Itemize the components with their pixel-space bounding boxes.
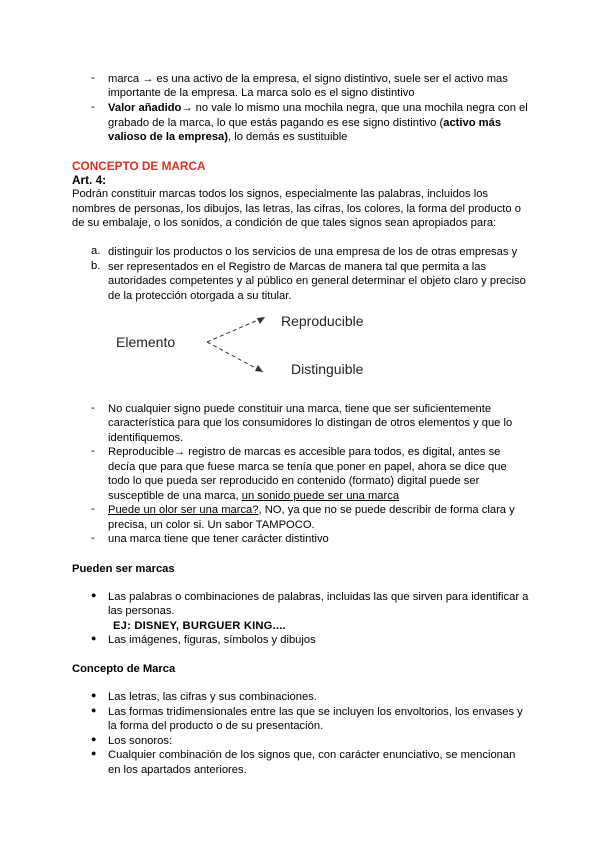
- text-line: de su embalaje, o los sonidos, a condición de que tales signos sean apropiados para:: [72, 217, 497, 229]
- text-line: Las formas tridimensionales entre las que se incluyen los envoltorios, los envases y: [108, 706, 523, 718]
- section-heading: Pueden ser marcas: [72, 563, 175, 575]
- bullet-dot: ●: [91, 705, 97, 715]
- text-line: Valor añadido→ no vale lo mismo una mochila negra, que una mochila negra con el: [108, 102, 528, 114]
- text-line: valioso de la empresa), lo demás es sustituible: [108, 131, 348, 143]
- text-line: todo lo que pueda ser reproducido en contenido (formato) digital puede ser: [108, 475, 480, 487]
- list-dash: -: [91, 72, 95, 84]
- underlined-phrase: un sonido puede ser una marca: [241, 490, 400, 502]
- arrow-up-head: [257, 317, 265, 324]
- list-dash: -: [91, 445, 95, 457]
- list-dash: -: [91, 402, 95, 414]
- text-line: nombres de personas, los dibujos, las letras, las cifras, los colores, la forma del producto o: [72, 203, 521, 215]
- section-heading: Concepto de Marca: [72, 663, 176, 675]
- text-line: precisa, un color si. Un sabor TAMPOCO.: [108, 519, 315, 531]
- arrow-down-head: [255, 365, 263, 372]
- branch-diagram: [100, 305, 400, 385]
- text-line: identifiquemos.: [108, 432, 184, 444]
- text-line: No cualquier signo puede constituir una marca, tiene que ser suficientemente: [108, 403, 492, 415]
- diagram-top-label: Reproducible: [281, 313, 364, 329]
- diagram-bottom-label: Distinguible: [291, 361, 364, 377]
- list-marker: a.: [91, 245, 101, 257]
- example-line: EJ: DISNEY, BURGUER KING....: [113, 620, 286, 632]
- bullet-dot: ●: [91, 734, 97, 744]
- text-line: distinguir los productos o los servicios de una empresa de los de otras empresas y: [108, 246, 518, 258]
- text-line: Las palabras o combinaciones de palabras, incluidas las que sirven para identificar a: [108, 591, 529, 603]
- text-line: decía que para que fuese marca se tenía que poner en papel, ahora se dice que: [108, 461, 507, 473]
- text-line: grabado de la marca, lo que estás pagando es ese signo distintivo (activo más: [108, 117, 502, 129]
- bullet-dot: ●: [91, 633, 97, 643]
- text-line: Puede un olor ser una marca?, NO, ya que no se puede describir de forma clara y: [108, 504, 515, 516]
- list-dash: -: [91, 101, 95, 113]
- bold-term: Valor añadido: [108, 102, 182, 114]
- bullet-dot: ●: [91, 748, 97, 758]
- bullet-dot: ●: [91, 590, 97, 600]
- text-line: Cualquier combinación de los signos que, con carácter enunciativo, se mencionan: [108, 749, 516, 761]
- text-line: una marca tiene que tener carácter distintivo: [108, 533, 329, 545]
- bullet-dot: ●: [91, 690, 97, 700]
- text-line: Podrán constituir marcas todos los signos, especialmente las palabras, incluidos los: [72, 188, 489, 200]
- text-line: las personas.: [108, 605, 175, 617]
- text-line: en los apartados anteriores.: [108, 764, 247, 776]
- section-heading: CONCEPTO DE MARCA: [72, 159, 206, 173]
- text-line: Los sonoros:: [108, 735, 173, 747]
- arrow-down: [207, 342, 263, 372]
- list-marker: b.: [91, 260, 101, 272]
- diagram-left-label: Elemento: [116, 334, 176, 350]
- text-line: susceptible de una marca, un sonido puede ser una marca: [108, 490, 400, 502]
- text-line: característica para que los consumidores lo distingan de otros elementos y que lo: [108, 417, 513, 429]
- text-line: de la protección otorgada a su titular.: [108, 290, 292, 302]
- text-line: ser representados en el Registro de Marcas de manera tal que permita a las: [108, 261, 487, 273]
- text-line: Las letras, las cifras y sus combinaciones.: [108, 691, 317, 703]
- text-line: marca → es una activo de la empresa, el signo distintivo, suele ser el activo mas: [108, 73, 508, 85]
- list-dash: -: [91, 532, 95, 544]
- article-label: Art. 4:: [72, 173, 107, 187]
- list-dash: -: [91, 503, 95, 515]
- text-line: la forma del producto o de su presentación.: [108, 720, 324, 732]
- text-line: Reproducible→ registro de marcas es accesible para todos, es digital, antes se: [108, 446, 501, 458]
- arrow-up: [207, 317, 265, 342]
- text-line: importante de la empresa. La marca solo es el signo distintivo: [108, 87, 415, 99]
- text-line: autoridades competentes y al público en general determinar el objeto claro y preciso: [108, 275, 526, 287]
- text-line: Las imágenes, figuras, símbolos y dibujos: [108, 634, 316, 646]
- underlined-question: Puede un olor ser una marca?: [108, 504, 259, 516]
